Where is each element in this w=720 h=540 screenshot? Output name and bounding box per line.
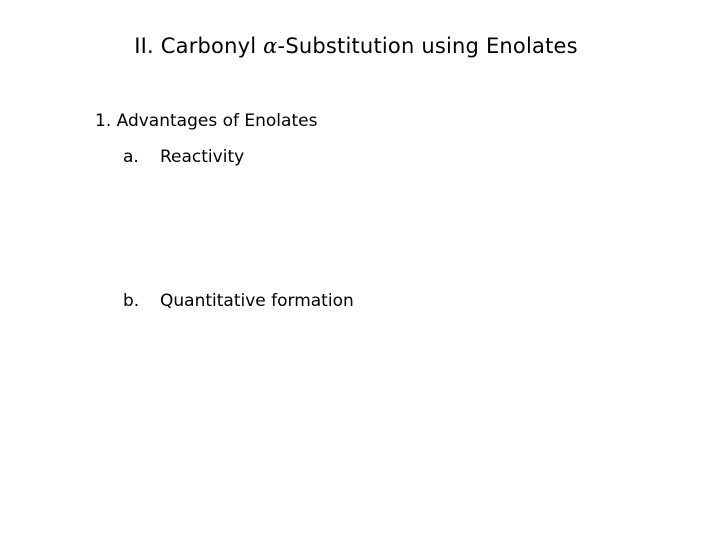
alpha-symbol: α <box>263 34 278 58</box>
slide-title <box>0 34 712 58</box>
title-prefix: II. Carbonyl <box>134 34 264 58</box>
list-marker: b. <box>123 291 140 311</box>
title-suffix: -Substitution using Enolates <box>277 34 578 58</box>
list-item-label: Reactivity <box>160 147 245 167</box>
list-marker: a. <box>123 147 139 167</box>
list-item-quantitative-formation <box>123 291 354 311</box>
list-item-label: Quantitative formation <box>160 291 354 311</box>
list-item-reactivity <box>123 147 244 167</box>
section-heading: 1. Advantages of Enolates <box>95 111 318 131</box>
